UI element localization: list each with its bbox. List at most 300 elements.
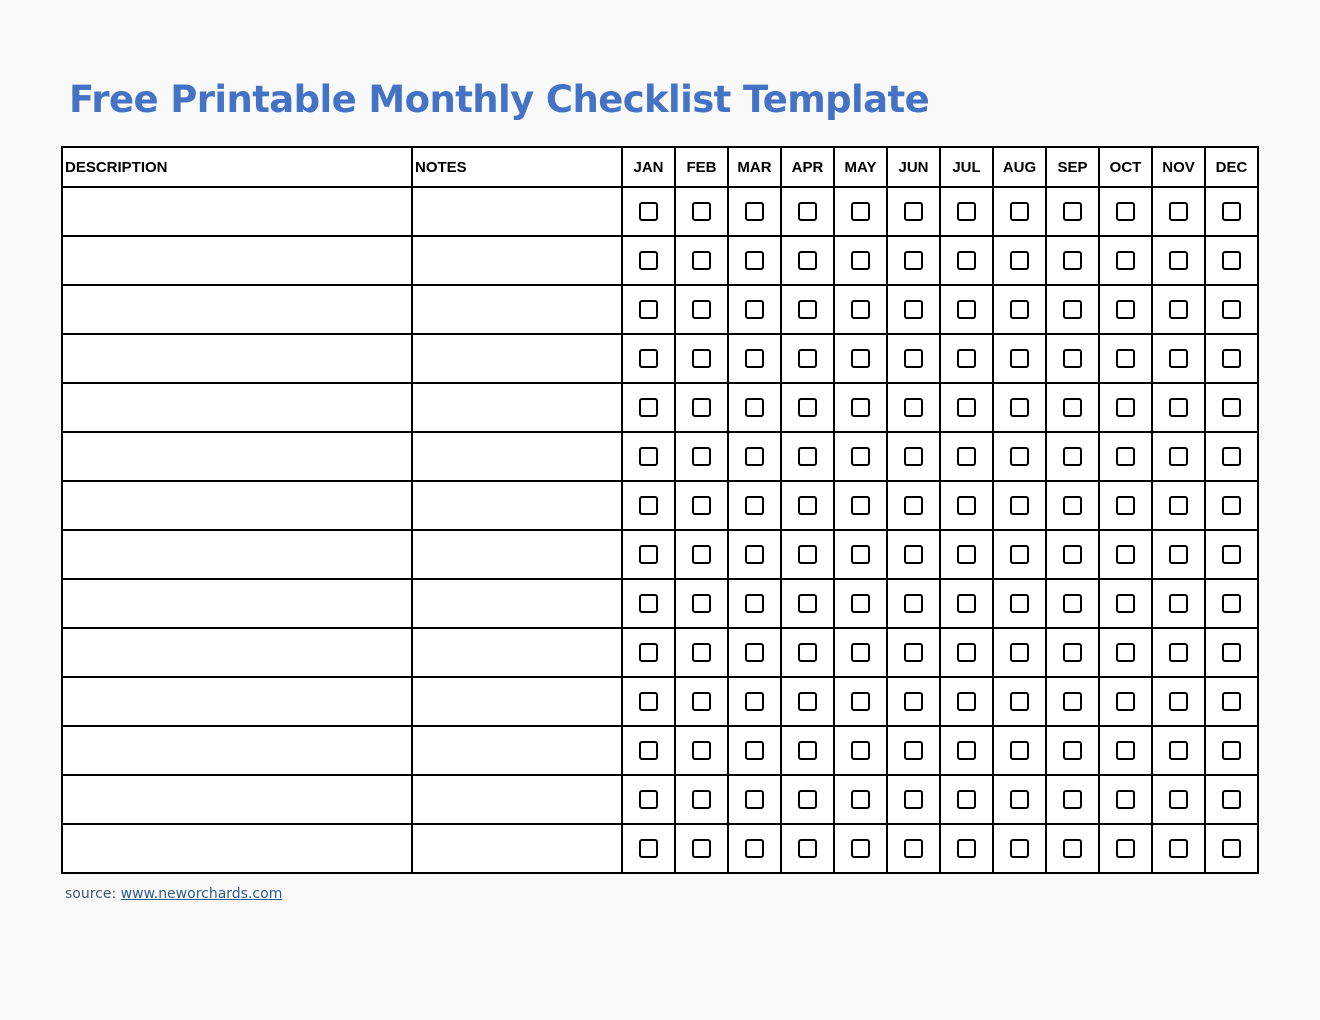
- checkbox-cell-may: [834, 775, 887, 824]
- checkbox-cell-mar: [728, 628, 781, 677]
- checkbox-cell-may: [834, 530, 887, 579]
- empty-checkbox-icon[interactable]: [745, 349, 764, 368]
- empty-checkbox-icon[interactable]: [904, 202, 923, 221]
- table-row: [62, 285, 1258, 334]
- empty-checkbox-icon[interactable]: [1169, 741, 1188, 760]
- empty-checkbox-icon[interactable]: [639, 839, 658, 858]
- empty-checkbox-icon[interactable]: [957, 741, 976, 760]
- empty-checkbox-icon[interactable]: [1116, 349, 1135, 368]
- empty-checkbox-icon[interactable]: [1222, 398, 1241, 417]
- table-row: [62, 579, 1258, 628]
- checkbox-cell-aug: [993, 334, 1046, 383]
- monthly-checklist-table: [61, 146, 1259, 874]
- empty-checkbox-icon[interactable]: [639, 790, 658, 809]
- empty-checkbox-icon[interactable]: [692, 790, 711, 809]
- description-cell[interactable]: [62, 824, 412, 873]
- checkbox-cell-jun: [887, 677, 940, 726]
- checkbox-cell-jul: [940, 187, 993, 236]
- empty-checkbox-icon[interactable]: [1063, 839, 1082, 858]
- checkbox-cell-nov: [1152, 628, 1205, 677]
- empty-checkbox-icon[interactable]: [1010, 251, 1029, 270]
- checkbox-cell-mar: [728, 383, 781, 432]
- empty-checkbox-icon[interactable]: [639, 692, 658, 711]
- empty-checkbox-icon[interactable]: [1222, 643, 1241, 662]
- page-title: Free Printable Monthly Checklist Template: [69, 78, 930, 121]
- checkbox-cell-dec: [1205, 481, 1258, 530]
- empty-checkbox-icon[interactable]: [957, 300, 976, 319]
- month-header-may: MAY: [834, 147, 887, 187]
- checkbox-cell-aug: [993, 383, 1046, 432]
- empty-checkbox-icon[interactable]: [798, 447, 817, 466]
- empty-checkbox-icon[interactable]: [639, 496, 658, 515]
- empty-checkbox-icon[interactable]: [904, 251, 923, 270]
- empty-checkbox-icon[interactable]: [745, 643, 764, 662]
- checkbox-cell-feb: [675, 187, 728, 236]
- empty-checkbox-icon[interactable]: [1222, 300, 1241, 319]
- checkbox-cell-sep: [1046, 334, 1099, 383]
- empty-checkbox-icon[interactable]: [798, 839, 817, 858]
- checkbox-cell-may: [834, 628, 887, 677]
- empty-checkbox-icon[interactable]: [1222, 349, 1241, 368]
- notes-cell[interactable]: [412, 530, 622, 579]
- empty-checkbox-icon[interactable]: [1010, 594, 1029, 613]
- table-row: [62, 334, 1258, 383]
- checkbox-cell-nov: [1152, 334, 1205, 383]
- empty-checkbox-icon[interactable]: [1116, 741, 1135, 760]
- checkbox-cell-jun: [887, 432, 940, 481]
- notes-cell[interactable]: [412, 187, 622, 236]
- empty-checkbox-icon[interactable]: [1116, 398, 1135, 417]
- empty-checkbox-icon[interactable]: [851, 839, 870, 858]
- notes-cell[interactable]: [412, 579, 622, 628]
- empty-checkbox-icon[interactable]: [1116, 300, 1135, 319]
- empty-checkbox-icon[interactable]: [1169, 545, 1188, 564]
- empty-checkbox-icon[interactable]: [1222, 741, 1241, 760]
- checkbox-cell-nov: [1152, 775, 1205, 824]
- empty-checkbox-icon[interactable]: [904, 496, 923, 515]
- checkbox-cell-may: [834, 677, 887, 726]
- empty-checkbox-icon[interactable]: [1116, 447, 1135, 466]
- empty-checkbox-icon[interactable]: [745, 692, 764, 711]
- empty-checkbox-icon[interactable]: [745, 447, 764, 466]
- empty-checkbox-icon[interactable]: [904, 300, 923, 319]
- empty-checkbox-icon[interactable]: [851, 202, 870, 221]
- empty-checkbox-icon[interactable]: [1169, 251, 1188, 270]
- empty-checkbox-icon[interactable]: [639, 300, 658, 319]
- checkbox-cell-jan: [622, 285, 675, 334]
- empty-checkbox-icon[interactable]: [851, 594, 870, 613]
- checkbox-cell-oct: [1099, 334, 1152, 383]
- checkbox-cell-oct: [1099, 775, 1152, 824]
- table-row: [62, 383, 1258, 432]
- empty-checkbox-icon[interactable]: [957, 447, 976, 466]
- source-label: source:: [65, 886, 117, 902]
- empty-checkbox-icon[interactable]: [745, 790, 764, 809]
- empty-checkbox-icon[interactable]: [1063, 643, 1082, 662]
- description-cell[interactable]: [62, 628, 412, 677]
- empty-checkbox-icon[interactable]: [904, 398, 923, 417]
- empty-checkbox-icon[interactable]: [1169, 839, 1188, 858]
- checkbox-cell-mar: [728, 432, 781, 481]
- empty-checkbox-icon[interactable]: [1169, 496, 1188, 515]
- table-row: [62, 677, 1258, 726]
- empty-checkbox-icon[interactable]: [957, 594, 976, 613]
- checkbox-cell-sep: [1046, 677, 1099, 726]
- empty-checkbox-icon[interactable]: [639, 202, 658, 221]
- checkbox-cell-jun: [887, 236, 940, 285]
- checkbox-cell-jun: [887, 187, 940, 236]
- checkbox-cell-dec: [1205, 824, 1258, 873]
- empty-checkbox-icon[interactable]: [904, 839, 923, 858]
- checkbox-cell-nov: [1152, 677, 1205, 726]
- empty-checkbox-icon[interactable]: [745, 300, 764, 319]
- checkbox-cell-apr: [781, 530, 834, 579]
- checkbox-cell-nov: [1152, 432, 1205, 481]
- description-cell[interactable]: [62, 383, 412, 432]
- description-cell[interactable]: [62, 481, 412, 530]
- empty-checkbox-icon[interactable]: [904, 741, 923, 760]
- table-row: [62, 187, 1258, 236]
- checkbox-cell-feb: [675, 236, 728, 285]
- empty-checkbox-icon[interactable]: [1169, 202, 1188, 221]
- notes-cell[interactable]: [412, 285, 622, 334]
- empty-checkbox-icon[interactable]: [798, 398, 817, 417]
- checkbox-cell-may: [834, 285, 887, 334]
- empty-checkbox-icon[interactable]: [1010, 839, 1029, 858]
- checkbox-cell-mar: [728, 775, 781, 824]
- empty-checkbox-icon[interactable]: [1169, 447, 1188, 466]
- empty-checkbox-icon[interactable]: [1010, 643, 1029, 662]
- notes-cell[interactable]: [412, 726, 622, 775]
- empty-checkbox-icon[interactable]: [745, 839, 764, 858]
- notes-header: NOTES: [412, 147, 622, 187]
- checkbox-cell-apr: [781, 677, 834, 726]
- checkbox-cell-sep: [1046, 824, 1099, 873]
- description-cell[interactable]: [62, 187, 412, 236]
- empty-checkbox-icon[interactable]: [639, 398, 658, 417]
- empty-checkbox-icon[interactable]: [1116, 594, 1135, 613]
- description-cell[interactable]: [62, 530, 412, 579]
- checkbox-cell-mar: [728, 285, 781, 334]
- empty-checkbox-icon[interactable]: [851, 349, 870, 368]
- notes-cell[interactable]: [412, 824, 622, 873]
- empty-checkbox-icon[interactable]: [1063, 496, 1082, 515]
- checkbox-cell-nov: [1152, 187, 1205, 236]
- empty-checkbox-icon[interactable]: [851, 300, 870, 319]
- checkbox-cell-mar: [728, 726, 781, 775]
- empty-checkbox-icon[interactable]: [798, 692, 817, 711]
- checkbox-cell-oct: [1099, 824, 1152, 873]
- checkbox-cell-jul: [940, 775, 993, 824]
- checkbox-cell-aug: [993, 285, 1046, 334]
- checkbox-cell-mar: [728, 334, 781, 383]
- empty-checkbox-icon[interactable]: [798, 594, 817, 613]
- checkbox-cell-mar: [728, 187, 781, 236]
- description-cell[interactable]: [62, 432, 412, 481]
- empty-checkbox-icon[interactable]: [1010, 741, 1029, 760]
- empty-checkbox-icon[interactable]: [851, 251, 870, 270]
- checkbox-cell-sep: [1046, 481, 1099, 530]
- empty-checkbox-icon[interactable]: [957, 496, 976, 515]
- checkbox-cell-nov: [1152, 285, 1205, 334]
- checkbox-cell-oct: [1099, 236, 1152, 285]
- empty-checkbox-icon[interactable]: [851, 643, 870, 662]
- checkbox-cell-jan: [622, 824, 675, 873]
- checkbox-cell-oct: [1099, 579, 1152, 628]
- empty-checkbox-icon[interactable]: [692, 398, 711, 417]
- empty-checkbox-icon[interactable]: [1116, 692, 1135, 711]
- empty-checkbox-icon[interactable]: [1010, 398, 1029, 417]
- notes-cell[interactable]: [412, 677, 622, 726]
- empty-checkbox-icon[interactable]: [1116, 202, 1135, 221]
- checkbox-cell-jul: [940, 236, 993, 285]
- empty-checkbox-icon[interactable]: [1063, 251, 1082, 270]
- empty-checkbox-icon[interactable]: [1169, 300, 1188, 319]
- checkbox-cell-jun: [887, 530, 940, 579]
- empty-checkbox-icon[interactable]: [904, 447, 923, 466]
- description-cell[interactable]: [62, 775, 412, 824]
- empty-checkbox-icon[interactable]: [745, 545, 764, 564]
- checkbox-cell-mar: [728, 677, 781, 726]
- checkbox-cell-feb: [675, 579, 728, 628]
- empty-checkbox-icon[interactable]: [745, 594, 764, 613]
- empty-checkbox-icon[interactable]: [692, 692, 711, 711]
- checkbox-cell-may: [834, 236, 887, 285]
- empty-checkbox-icon[interactable]: [798, 202, 817, 221]
- empty-checkbox-icon[interactable]: [904, 643, 923, 662]
- description-cell[interactable]: [62, 334, 412, 383]
- empty-checkbox-icon[interactable]: [639, 741, 658, 760]
- empty-checkbox-icon[interactable]: [1116, 545, 1135, 564]
- checkbox-cell-jan: [622, 383, 675, 432]
- empty-checkbox-icon[interactable]: [1063, 398, 1082, 417]
- empty-checkbox-icon[interactable]: [798, 741, 817, 760]
- notes-cell[interactable]: [412, 334, 622, 383]
- empty-checkbox-icon[interactable]: [1116, 839, 1135, 858]
- empty-checkbox-icon[interactable]: [1063, 300, 1082, 319]
- checkbox-cell-feb: [675, 334, 728, 383]
- empty-checkbox-icon[interactable]: [1063, 692, 1082, 711]
- table-row: [62, 726, 1258, 775]
- empty-checkbox-icon[interactable]: [692, 300, 711, 319]
- checkbox-cell-feb: [675, 530, 728, 579]
- empty-checkbox-icon[interactable]: [904, 349, 923, 368]
- empty-checkbox-icon[interactable]: [639, 594, 658, 613]
- notes-cell[interactable]: [412, 481, 622, 530]
- notes-cell[interactable]: [412, 628, 622, 677]
- empty-checkbox-icon[interactable]: [1116, 251, 1135, 270]
- empty-checkbox-icon[interactable]: [1222, 692, 1241, 711]
- empty-checkbox-icon[interactable]: [798, 496, 817, 515]
- checkbox-cell-dec: [1205, 285, 1258, 334]
- checkbox-cell-aug: [993, 432, 1046, 481]
- empty-checkbox-icon[interactable]: [1010, 300, 1029, 319]
- empty-checkbox-icon[interactable]: [692, 496, 711, 515]
- empty-checkbox-icon[interactable]: [639, 643, 658, 662]
- checkbox-cell-jan: [622, 432, 675, 481]
- empty-checkbox-icon[interactable]: [1222, 496, 1241, 515]
- checkbox-cell-feb: [675, 383, 728, 432]
- checkbox-cell-dec: [1205, 334, 1258, 383]
- checkbox-cell-aug: [993, 824, 1046, 873]
- empty-checkbox-icon[interactable]: [851, 692, 870, 711]
- empty-checkbox-icon[interactable]: [639, 251, 658, 270]
- empty-checkbox-icon[interactable]: [904, 545, 923, 564]
- empty-checkbox-icon[interactable]: [692, 643, 711, 662]
- empty-checkbox-icon[interactable]: [1222, 251, 1241, 270]
- checkbox-cell-dec: [1205, 187, 1258, 236]
- empty-checkbox-icon[interactable]: [1169, 349, 1188, 368]
- empty-checkbox-icon[interactable]: [692, 202, 711, 221]
- empty-checkbox-icon[interactable]: [798, 300, 817, 319]
- empty-checkbox-icon[interactable]: [1063, 202, 1082, 221]
- empty-checkbox-icon[interactable]: [851, 545, 870, 564]
- description-cell[interactable]: [62, 726, 412, 775]
- checkbox-cell-may: [834, 334, 887, 383]
- empty-checkbox-icon[interactable]: [851, 447, 870, 466]
- checkbox-cell-jan: [622, 579, 675, 628]
- empty-checkbox-icon[interactable]: [957, 643, 976, 662]
- empty-checkbox-icon[interactable]: [1169, 643, 1188, 662]
- empty-checkbox-icon[interactable]: [851, 496, 870, 515]
- empty-checkbox-icon[interactable]: [1169, 692, 1188, 711]
- checkbox-cell-aug: [993, 628, 1046, 677]
- empty-checkbox-icon[interactable]: [798, 545, 817, 564]
- checkbox-cell-dec: [1205, 775, 1258, 824]
- empty-checkbox-icon[interactable]: [957, 202, 976, 221]
- empty-checkbox-icon[interactable]: [745, 202, 764, 221]
- checkbox-cell-jul: [940, 628, 993, 677]
- empty-checkbox-icon[interactable]: [692, 741, 711, 760]
- empty-checkbox-icon[interactable]: [1222, 545, 1241, 564]
- notes-cell[interactable]: [412, 236, 622, 285]
- empty-checkbox-icon[interactable]: [1010, 349, 1029, 368]
- empty-checkbox-icon[interactable]: [1063, 447, 1082, 466]
- description-cell[interactable]: [62, 677, 412, 726]
- empty-checkbox-icon[interactable]: [692, 349, 711, 368]
- checkbox-cell-jul: [940, 530, 993, 579]
- empty-checkbox-icon[interactable]: [745, 398, 764, 417]
- checkbox-cell-dec: [1205, 236, 1258, 285]
- notes-cell[interactable]: [412, 775, 622, 824]
- description-cell[interactable]: [62, 236, 412, 285]
- empty-checkbox-icon[interactable]: [851, 398, 870, 417]
- empty-checkbox-icon[interactable]: [639, 349, 658, 368]
- empty-checkbox-icon[interactable]: [904, 790, 923, 809]
- empty-checkbox-icon[interactable]: [692, 447, 711, 466]
- empty-checkbox-icon[interactable]: [798, 251, 817, 270]
- empty-checkbox-icon[interactable]: [692, 839, 711, 858]
- empty-checkbox-icon[interactable]: [957, 545, 976, 564]
- checkbox-cell-nov: [1152, 481, 1205, 530]
- checkbox-cell-aug: [993, 677, 1046, 726]
- empty-checkbox-icon[interactable]: [745, 496, 764, 515]
- checkbox-cell-mar: [728, 824, 781, 873]
- checkbox-cell-apr: [781, 579, 834, 628]
- empty-checkbox-icon[interactable]: [851, 741, 870, 760]
- description-cell[interactable]: [62, 579, 412, 628]
- checkbox-cell-apr: [781, 383, 834, 432]
- checkbox-cell-feb: [675, 726, 728, 775]
- checkbox-cell-apr: [781, 236, 834, 285]
- checkbox-cell-mar: [728, 530, 781, 579]
- checkbox-cell-jul: [940, 726, 993, 775]
- checkbox-cell-sep: [1046, 236, 1099, 285]
- empty-checkbox-icon[interactable]: [957, 251, 976, 270]
- empty-checkbox-icon[interactable]: [692, 251, 711, 270]
- empty-checkbox-icon[interactable]: [745, 741, 764, 760]
- table-row: [62, 628, 1258, 677]
- empty-checkbox-icon[interactable]: [1063, 790, 1082, 809]
- month-header-mar: MAR: [728, 147, 781, 187]
- empty-checkbox-icon[interactable]: [1169, 594, 1188, 613]
- empty-checkbox-icon[interactable]: [1063, 545, 1082, 564]
- empty-checkbox-icon[interactable]: [798, 643, 817, 662]
- empty-checkbox-icon[interactable]: [904, 594, 923, 613]
- notes-cell[interactable]: [412, 432, 622, 481]
- empty-checkbox-icon[interactable]: [904, 692, 923, 711]
- checkbox-cell-apr: [781, 187, 834, 236]
- checkbox-cell-sep: [1046, 530, 1099, 579]
- empty-checkbox-icon[interactable]: [745, 251, 764, 270]
- empty-checkbox-icon[interactable]: [798, 349, 817, 368]
- empty-checkbox-icon[interactable]: [1063, 741, 1082, 760]
- empty-checkbox-icon[interactable]: [1169, 398, 1188, 417]
- empty-checkbox-icon[interactable]: [1169, 790, 1188, 809]
- empty-checkbox-icon[interactable]: [1222, 790, 1241, 809]
- empty-checkbox-icon[interactable]: [957, 349, 976, 368]
- empty-checkbox-icon[interactable]: [798, 790, 817, 809]
- checkbox-cell-oct: [1099, 726, 1152, 775]
- empty-checkbox-icon[interactable]: [957, 692, 976, 711]
- empty-checkbox-icon[interactable]: [1010, 496, 1029, 515]
- empty-checkbox-icon[interactable]: [1222, 447, 1241, 466]
- empty-checkbox-icon[interactable]: [851, 790, 870, 809]
- checkbox-cell-jan: [622, 334, 675, 383]
- checkbox-cell-jan: [622, 481, 675, 530]
- empty-checkbox-icon[interactable]: [1116, 643, 1135, 662]
- empty-checkbox-icon[interactable]: [639, 447, 658, 466]
- checkbox-cell-sep: [1046, 579, 1099, 628]
- empty-checkbox-icon[interactable]: [1010, 202, 1029, 221]
- empty-checkbox-icon[interactable]: [692, 545, 711, 564]
- empty-checkbox-icon[interactable]: [1010, 692, 1029, 711]
- empty-checkbox-icon[interactable]: [639, 545, 658, 564]
- empty-checkbox-icon[interactable]: [692, 594, 711, 613]
- description-cell[interactable]: [62, 285, 412, 334]
- checkbox-cell-jan: [622, 726, 675, 775]
- checkbox-cell-feb: [675, 432, 728, 481]
- empty-checkbox-icon[interactable]: [1063, 349, 1082, 368]
- empty-checkbox-icon[interactable]: [1116, 496, 1135, 515]
- empty-checkbox-icon[interactable]: [1222, 202, 1241, 221]
- empty-checkbox-icon[interactable]: [1116, 790, 1135, 809]
- empty-checkbox-icon[interactable]: [957, 398, 976, 417]
- empty-checkbox-icon[interactable]: [957, 839, 976, 858]
- empty-checkbox-icon[interactable]: [1222, 594, 1241, 613]
- empty-checkbox-icon[interactable]: [1010, 447, 1029, 466]
- empty-checkbox-icon[interactable]: [1010, 790, 1029, 809]
- empty-checkbox-icon[interactable]: [1222, 839, 1241, 858]
- source-link[interactable]: www.neworchards.com: [120, 886, 283, 902]
- empty-checkbox-icon[interactable]: [1010, 545, 1029, 564]
- checkbox-cell-jun: [887, 334, 940, 383]
- notes-cell[interactable]: [412, 383, 622, 432]
- empty-checkbox-icon[interactable]: [1063, 594, 1082, 613]
- empty-checkbox-icon[interactable]: [957, 790, 976, 809]
- table-row: [62, 824, 1258, 873]
- month-header-jan: JAN: [622, 147, 675, 187]
